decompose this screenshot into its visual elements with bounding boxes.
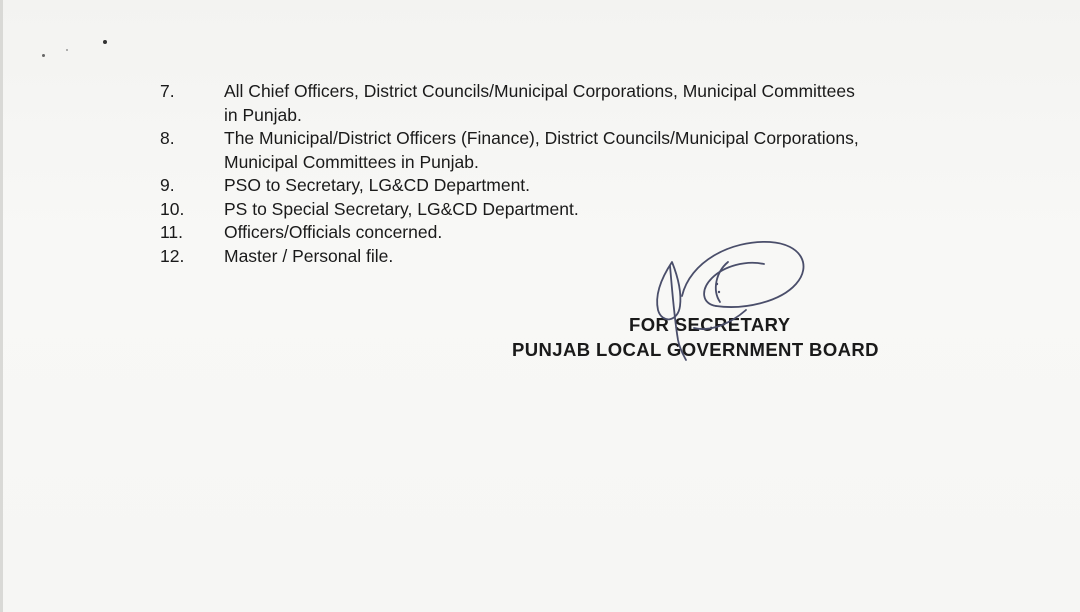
item-number: 8. bbox=[160, 128, 175, 148]
scan-speck bbox=[42, 54, 45, 57]
item-text bbox=[224, 127, 960, 174]
list-item bbox=[160, 174, 960, 198]
list-item bbox=[160, 80, 960, 127]
item-line: Municipal Committees in Punjab. bbox=[224, 151, 479, 172]
scan-edge bbox=[0, 0, 3, 612]
item-number: 11. bbox=[160, 222, 184, 242]
scan-speck bbox=[103, 40, 107, 44]
signature-stroke bbox=[704, 263, 764, 306]
item-number: 10. bbox=[160, 198, 185, 219]
item-text bbox=[224, 245, 960, 269]
item-number: 7. bbox=[160, 81, 175, 101]
signature-stroke bbox=[682, 242, 804, 307]
item-line: PS to Special Secretary, LG&CD Department. bbox=[224, 198, 579, 219]
signatory-title: FOR SECRETARY bbox=[629, 314, 791, 335]
list-item bbox=[160, 221, 960, 245]
item-line: The Municipal/District Officers (Finance), District Councils/Municipal Corporations, bbox=[224, 128, 859, 148]
signature-stroke bbox=[657, 262, 680, 319]
signature-dot bbox=[716, 283, 718, 285]
item-line: All Chief Officers, District Councils/Municipal Corporations, Municipal Committees bbox=[224, 81, 855, 101]
scan-speck bbox=[66, 49, 68, 51]
item-line: PSO to Secretary, LG&CD Department. bbox=[224, 175, 531, 195]
item-text bbox=[224, 198, 960, 222]
item-number: 12. bbox=[160, 245, 185, 266]
list-item bbox=[160, 245, 960, 269]
item-text bbox=[224, 80, 960, 127]
distribution-list bbox=[160, 80, 960, 268]
item-number: 9. bbox=[160, 175, 175, 195]
list-item bbox=[160, 198, 960, 222]
item-line: Officers/Officials concerned. bbox=[224, 222, 443, 242]
organization-name: PUNJAB LOCAL GOVERNMENT BOARD bbox=[512, 339, 879, 360]
item-text bbox=[224, 221, 960, 245]
item-line: in Punjab. bbox=[224, 104, 302, 125]
handwritten-signature bbox=[620, 232, 820, 372]
signature-dot bbox=[718, 291, 720, 293]
signature-stroke bbox=[694, 310, 746, 329]
item-line: Master / Personal file. bbox=[224, 245, 394, 266]
list-item bbox=[160, 127, 960, 174]
item-text bbox=[224, 174, 960, 198]
